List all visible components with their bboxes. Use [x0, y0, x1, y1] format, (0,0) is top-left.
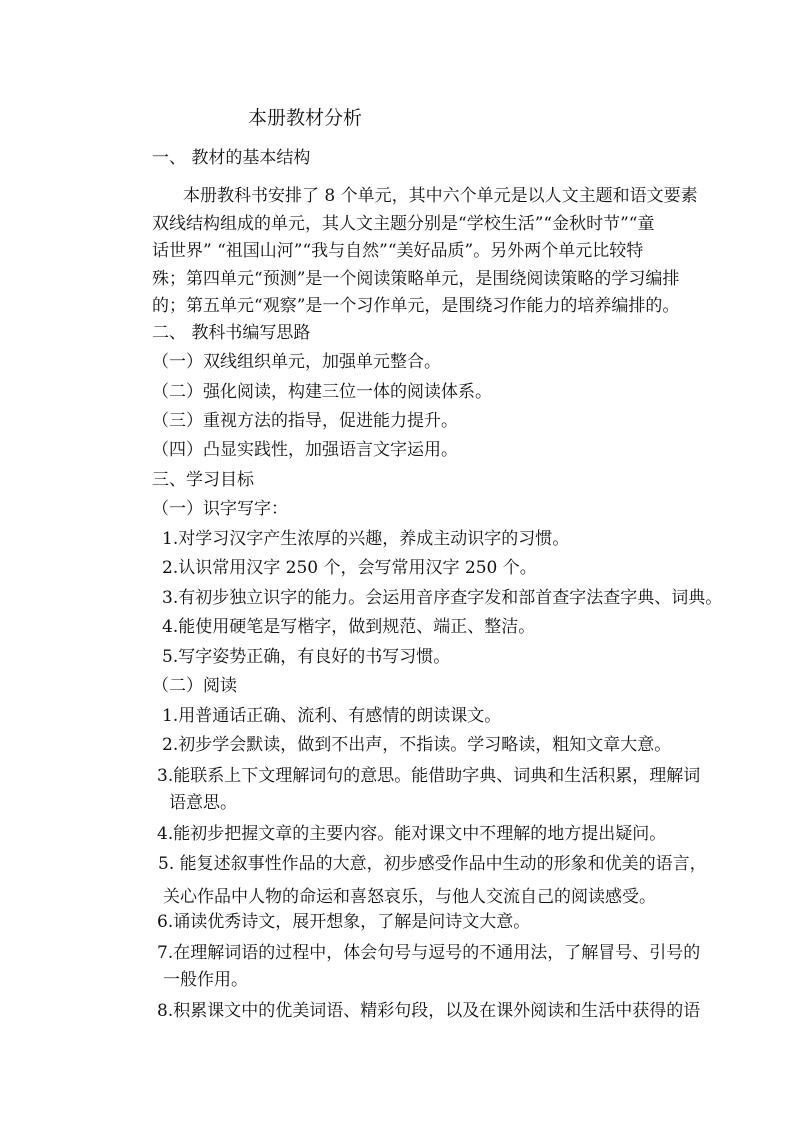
paragraph-line: 的；第五单元“观察”是一个习作单元，是围绕习作能力的培养编排的。 — [152, 296, 680, 316]
section-heading-goals: 三、学习目标 — [152, 470, 254, 490]
subsection-heading-literacy: （一）识字写字： — [152, 499, 288, 519]
paragraph-line: 本册教科书安排了 8 个单元，其中六个单元是以人文主题和语文要素 — [183, 186, 698, 206]
list-item: （一）双线组织单元，加强单元整合。 — [152, 352, 441, 372]
list-item-continuation: 一般作用。 — [163, 970, 248, 990]
list-item-continuation: 语意思。 — [169, 793, 237, 813]
paragraph-line: 话世界” “祖国山河”“我与自然”“美好品质”。另外两个单元比较特 — [152, 241, 644, 261]
subsection-heading-reading: （二）阅读 — [152, 676, 237, 696]
list-item: （二）强化阅读，构建三位一体的阅读体系。 — [152, 382, 492, 402]
list-item-continuation: 关心作品中人物的命运和喜怒哀乐，与他人交流自己的阅读感受。 — [163, 887, 656, 907]
page-title: 本册教材分析 — [248, 107, 363, 129]
list-item: 4.能初步把握文章的主要内容。能对课文中不理解的地方提出疑问。 — [157, 824, 667, 844]
list-item: 1.对学习汉字产生浓厚的兴趣，养成主动识字的习惯。 — [162, 529, 570, 549]
list-item: 8.积累课文中的优美词语、精彩句段，以及在课外阅读和生活中获得的语 — [157, 1001, 701, 1021]
paragraph-line: 双线结构组成的单元，其人文主题分别是“学校生活”“金秋时节”“童 — [152, 214, 655, 234]
list-item: （四）凸显实践性，加强语言文字运用。 — [152, 440, 458, 460]
list-item: 3.能联系上下文理解词句的意思。能借助字典、词典和生活积累，理解词 — [157, 766, 701, 786]
list-item: 1.用普通话正确、流利、有感情的朗读课文。 — [162, 706, 502, 726]
list-item: （三）重视方法的指导，促进能力提升。 — [152, 411, 458, 431]
section-heading-approach: 二、 教科书编写思路 — [152, 323, 311, 343]
list-item: 5.写字姿势正确，有良好的书写习惯。 — [162, 647, 451, 667]
list-item: 7.在理解词语的过程中，体会句号与逗号的不通用法，了解冒号、引号的 — [157, 943, 701, 963]
list-item: 3.有初步独立识字的能力。会运用音序查字发和部首查字法查字典、词典。 — [162, 588, 723, 608]
list-item: 2.初步学会默读，做到不出声，不指读。学习略读，粗知文章大意。 — [162, 735, 672, 755]
list-item: 2.认识常用汉字 250 个，会写常用汉字 250 个。 — [162, 558, 537, 578]
list-item: 4.能使用硬笔是写楷字，做到规范、端正、整洁。 — [162, 617, 536, 637]
list-item: 6.诵读优秀诗文，展开想象，了解是问诗文大意。 — [157, 912, 531, 932]
section-heading-structure: 一、 教材的基本结构 — [152, 148, 311, 168]
paragraph-line: 殊；第四单元“预测”是一个阅读策略单元，是围绕阅读策略的学习编排 — [152, 269, 680, 289]
list-item: 5. 能复述叙事性作品的大意，初步感受作品中生动的形象和优美的语言， — [158, 854, 707, 874]
